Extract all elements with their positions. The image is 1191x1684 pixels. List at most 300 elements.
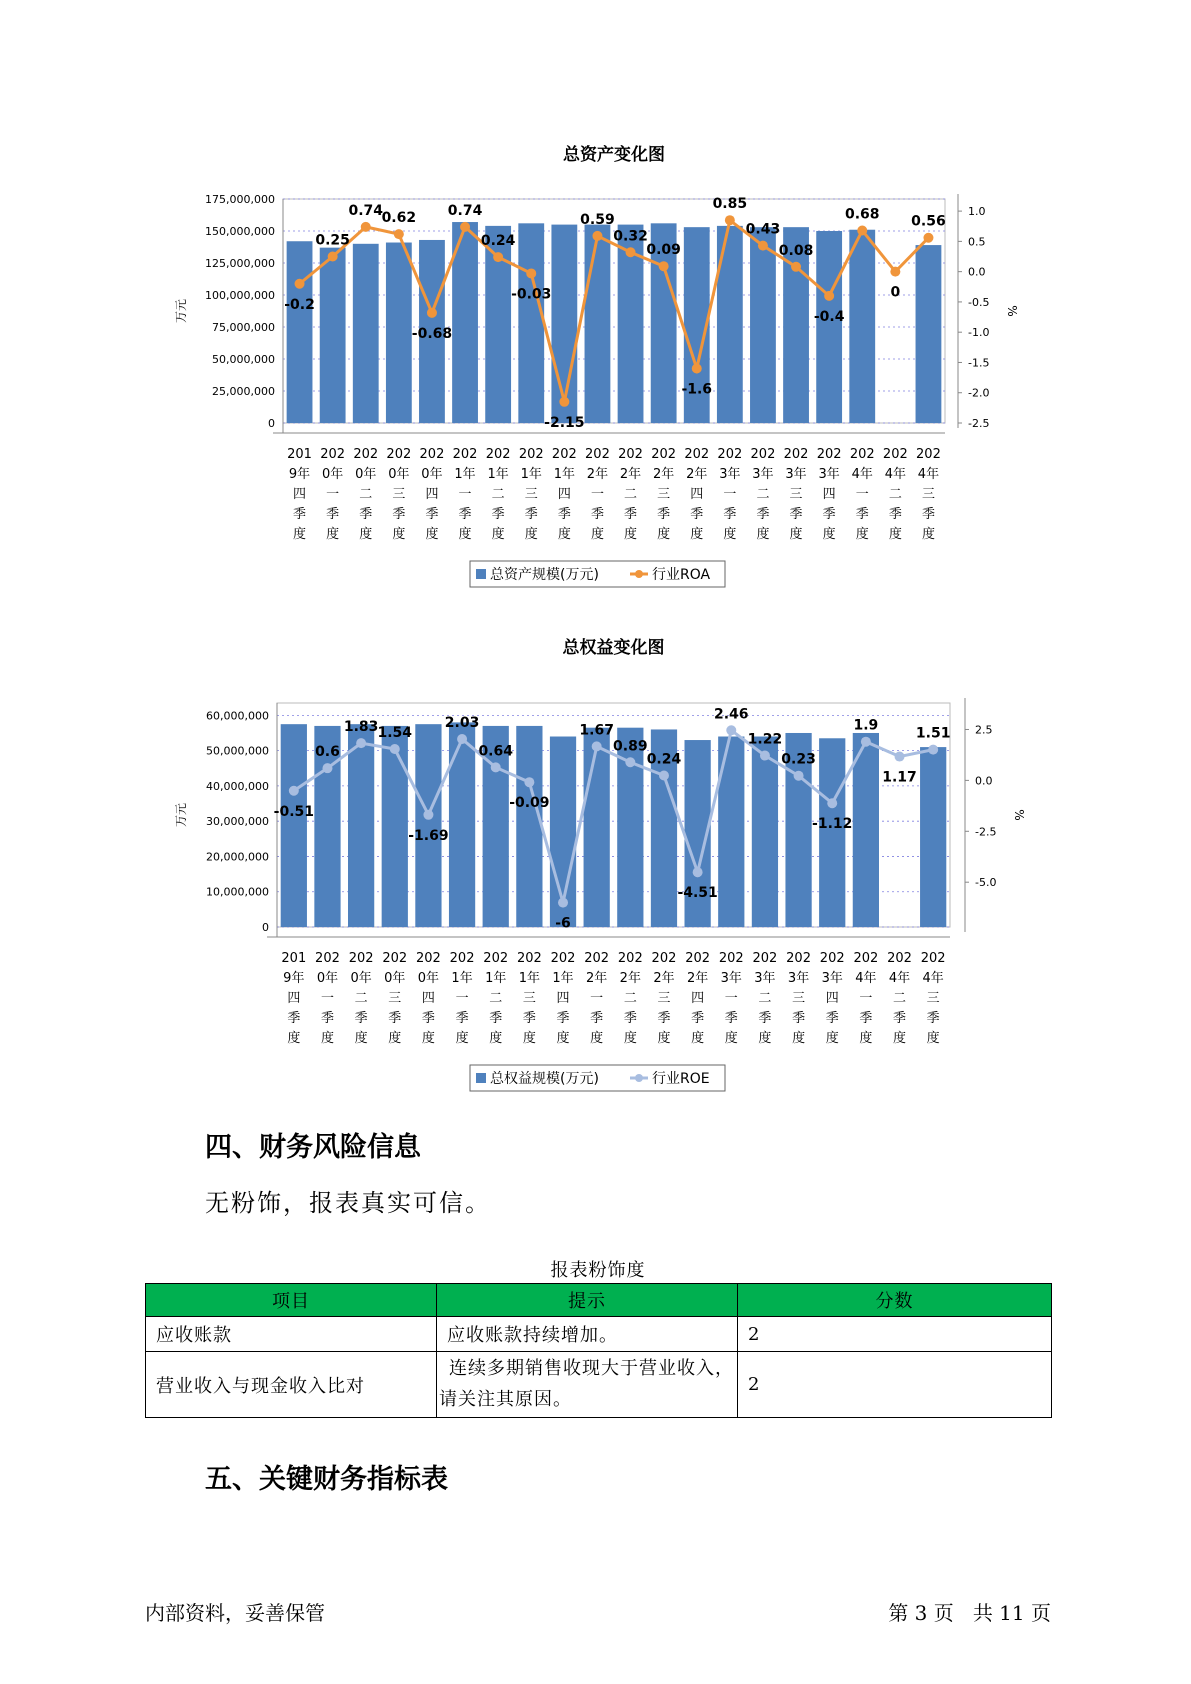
- data-label: 1.83: [343, 719, 379, 736]
- x-tick-label: 季: [425, 507, 439, 522]
- y2-axis-label: %: [1012, 809, 1026, 821]
- data-label: 0.56: [911, 213, 946, 230]
- legend-line-point: [635, 1074, 643, 1082]
- header-hint: 提示: [437, 1284, 738, 1317]
- bar: [584, 728, 610, 927]
- bar: [281, 724, 307, 927]
- bar: [849, 230, 875, 423]
- x-tick-label: 202: [887, 951, 912, 966]
- data-label: 1.67: [579, 722, 614, 739]
- x-tick-label: 度: [320, 1031, 334, 1046]
- x-tick-label: 4年: [922, 971, 944, 986]
- bar: [449, 722, 475, 927]
- x-tick-label: 季: [354, 1011, 368, 1026]
- x-tick-label: 202: [449, 951, 475, 966]
- x-tick-label: 202: [752, 951, 778, 966]
- bar: [816, 231, 842, 423]
- x-tick-label: 季: [789, 507, 803, 522]
- data-label: 2.03: [444, 715, 480, 732]
- x-tick-label: 四: [690, 487, 704, 502]
- total-equity-chart-svg: [174, 638, 1035, 1108]
- x-tick-label: 202: [320, 447, 346, 462]
- x-tick-label: 度: [792, 1031, 806, 1046]
- x-tick-label: 202: [617, 951, 643, 966]
- x-tick-label: 度: [590, 1031, 604, 1046]
- row-score: 2: [738, 1317, 1052, 1352]
- x-tick-label: 202: [718, 951, 744, 966]
- x-tick-label: 202: [353, 447, 379, 462]
- x-tick-label: 三: [926, 991, 940, 1006]
- bar: [348, 724, 374, 927]
- y-tick-label: 100,000,000: [205, 289, 275, 302]
- header-score: 分数: [738, 1284, 1052, 1317]
- x-tick-label: 202: [786, 951, 811, 966]
- line-point: [361, 222, 371, 232]
- data-label: 0.32: [613, 228, 648, 245]
- x-tick-label: 2年: [586, 467, 609, 482]
- x-tick-label: 202: [550, 951, 576, 966]
- x-tick-label: 202: [382, 951, 408, 966]
- line-point: [861, 737, 871, 747]
- bar: [353, 244, 379, 423]
- x-tick-label: 季: [326, 507, 340, 522]
- x-tick-label: 度: [556, 1031, 570, 1046]
- section4-heading: 四、财务风险信息: [205, 1132, 421, 1163]
- row-score: 2: [738, 1352, 1052, 1418]
- x-tick-label: 0年: [417, 971, 440, 986]
- x-tick-label: 9年: [283, 971, 305, 986]
- legend-line-point: [635, 570, 643, 578]
- x-tick-label: 三: [522, 991, 536, 1006]
- data-label: -4.51: [677, 885, 718, 902]
- y-tick-label: 30,000,000: [206, 815, 269, 829]
- x-tick-label: 三: [657, 487, 671, 502]
- x-tick-label: 1年: [518, 971, 541, 986]
- x-tick-label: 度: [893, 1031, 907, 1046]
- line-point: [725, 215, 735, 225]
- x-tick-label: 一: [326, 487, 340, 502]
- data-label: 0.74: [348, 202, 384, 219]
- line-point: [659, 770, 669, 780]
- x-tick-label: 季: [359, 507, 373, 522]
- data-label: 0.6: [315, 744, 340, 761]
- x-tick-label: 季: [825, 1011, 839, 1026]
- legend-bar-swatch: [476, 1073, 486, 1083]
- bar: [551, 225, 577, 423]
- x-tick-label: 季: [491, 507, 505, 522]
- line-point: [923, 233, 933, 243]
- x-tick-label: 度: [421, 1031, 435, 1046]
- y2-tick-label: -1.0: [968, 326, 990, 340]
- x-tick-label: 季: [623, 1011, 637, 1026]
- footer-left: 内部资料，妥善保管: [145, 1601, 325, 1625]
- x-tick-label: 度: [287, 1031, 301, 1046]
- x-tick-label: 3年: [821, 971, 843, 986]
- data-label: 0.23: [781, 751, 816, 768]
- x-tick-label: 度: [354, 1031, 368, 1046]
- line-point: [493, 252, 503, 262]
- y-axis-label: 万元: [175, 298, 188, 324]
- x-tick-label: 度: [522, 1031, 536, 1046]
- x-tick-label: 季: [926, 1011, 940, 1026]
- row-hint: 应收账款持续增加。: [437, 1317, 738, 1352]
- data-label: -1.6: [681, 381, 713, 398]
- x-tick-label: 四: [293, 487, 307, 502]
- x-tick-label: 季: [421, 1011, 435, 1026]
- data-label: 0.68: [844, 206, 880, 223]
- y2-tick-label: -2.5: [968, 417, 990, 430]
- y-tick-label: 150,000,000: [205, 225, 275, 238]
- line-point: [394, 229, 404, 239]
- line-point: [928, 745, 938, 755]
- line-point: [758, 241, 768, 251]
- data-label: 0.25: [315, 232, 350, 249]
- x-tick-label: 二: [491, 487, 505, 502]
- x-tick-label: 三: [524, 487, 538, 502]
- x-tick-label: 季: [455, 1011, 469, 1026]
- x-tick-label: 202: [518, 447, 544, 462]
- y2-tick-label: -2.0: [968, 386, 990, 400]
- x-tick-label: 202: [819, 951, 845, 966]
- data-label: -0.51: [273, 803, 315, 820]
- table-caption: 报表粉饰度: [550, 1260, 646, 1281]
- x-tick-label: 9年: [288, 467, 311, 482]
- data-label: -0.68: [411, 325, 453, 342]
- data-label: -0.03: [511, 286, 552, 303]
- bar: [386, 243, 412, 423]
- x-tick-label: 季: [758, 1011, 772, 1026]
- x-tick-label: 3年: [787, 971, 810, 986]
- y-tick-label: 60,000,000: [206, 709, 269, 723]
- x-tick-label: 度: [690, 527, 704, 542]
- data-label: 0.24: [480, 233, 516, 250]
- legend-bar-label: 总权益规模(万元): [490, 1071, 599, 1087]
- section5-heading: 五、关键财务指标表: [205, 1464, 448, 1495]
- x-tick-label: 度: [359, 527, 373, 542]
- y-tick-label: 40,000,000: [206, 779, 269, 793]
- x-tick-label: 202: [651, 951, 677, 966]
- x-tick-label: 三: [792, 991, 806, 1006]
- x-tick-label: 四: [425, 487, 439, 502]
- x-tick-label: 四: [691, 991, 705, 1006]
- y-tick-label: 25,000,000: [212, 385, 275, 398]
- x-tick-label: 度: [859, 1031, 873, 1046]
- x-tick-label: 202: [483, 951, 509, 966]
- x-tick-label: 季: [458, 507, 472, 522]
- x-tick-label: 2年: [653, 467, 675, 482]
- y2-tick-label: -0.5: [968, 295, 990, 309]
- x-tick-label: 1年: [553, 467, 575, 482]
- x-tick-label: 4年: [855, 971, 877, 986]
- x-tick-label: 度: [723, 527, 737, 542]
- x-tick-label: 一: [855, 487, 869, 502]
- x-tick-label: 四: [556, 991, 570, 1006]
- bar: [920, 747, 946, 927]
- x-tick-label: 季: [489, 1011, 503, 1026]
- bar: [320, 248, 346, 423]
- row-hint-line2: 请关注其原因。: [439, 1388, 572, 1410]
- y2-axis-label: %: [1005, 305, 1019, 317]
- x-tick-label: 度: [624, 527, 638, 542]
- x-tick-label: 202: [750, 447, 776, 462]
- x-tick-label: 202: [651, 447, 677, 462]
- x-tick-label: 度: [524, 527, 538, 542]
- data-label: -1.69: [408, 827, 449, 844]
- y-tick-label: 50,000,000: [206, 744, 269, 758]
- y-tick-label: 125,000,000: [205, 257, 275, 270]
- bar: [382, 726, 408, 927]
- risk-table: [145, 1283, 1052, 1418]
- x-tick-label: 1年: [485, 971, 507, 986]
- data-label: -1.12: [812, 816, 853, 833]
- line-point: [692, 364, 702, 374]
- x-tick-label: 202: [419, 447, 445, 462]
- bar: [585, 225, 611, 423]
- x-tick-label: 度: [657, 1031, 671, 1046]
- x-tick-label: 2年: [686, 467, 708, 482]
- line-point: [558, 898, 568, 908]
- line-point: [390, 744, 400, 754]
- x-tick-label: 3年: [818, 467, 840, 482]
- data-label: -2.15: [544, 414, 585, 431]
- legend-line-label: 行业ROA: [652, 567, 711, 583]
- y-tick-label: 75,000,000: [212, 321, 275, 334]
- line-point: [827, 798, 837, 808]
- x-tick-label: 季: [590, 507, 604, 522]
- x-tick-label: 度: [491, 527, 505, 542]
- x-tick-label: 三: [388, 991, 402, 1006]
- table-row: [146, 1317, 1052, 1352]
- line-point: [890, 267, 900, 277]
- data-label: 0.59: [580, 211, 615, 228]
- x-tick-label: 202: [416, 951, 441, 966]
- line-point: [794, 771, 804, 781]
- legend-line-label: 行业ROE: [652, 1071, 710, 1087]
- data-label: 1.22: [747, 731, 783, 748]
- x-tick-label: 度: [458, 527, 472, 542]
- x-tick-label: 季: [792, 1011, 806, 1026]
- y-tick-label: 175,000,000: [205, 193, 275, 206]
- x-tick-label: 季: [859, 1011, 873, 1026]
- bar: [518, 223, 544, 423]
- bar: [415, 724, 441, 927]
- data-label: -0.09: [509, 795, 550, 812]
- x-tick-label: 202: [386, 447, 412, 462]
- x-tick-label: 二: [623, 991, 637, 1006]
- y2-tick-label: 0.5: [968, 235, 986, 249]
- x-tick-label: 二: [354, 991, 368, 1006]
- x-tick-label: 202: [816, 447, 842, 462]
- x-tick-label: 三: [392, 487, 406, 502]
- bar: [752, 737, 778, 927]
- x-tick-label: 二: [758, 991, 772, 1006]
- line-point: [726, 725, 736, 735]
- x-tick-label: 四: [287, 991, 301, 1006]
- x-tick-label: 202: [685, 951, 711, 966]
- x-tick-label: 度: [590, 527, 604, 542]
- x-tick-label: 度: [326, 527, 340, 542]
- x-tick-label: 4年: [851, 467, 873, 482]
- x-tick-label: 1年: [451, 971, 473, 986]
- row-hint-line1: 连续多期销售收现大于营业收入，: [449, 1358, 734, 1379]
- x-tick-label: 2年: [619, 971, 641, 986]
- x-tick-label: 一: [723, 487, 737, 502]
- x-tick-label: 四: [421, 991, 435, 1006]
- x-tick-label: 季: [921, 507, 935, 522]
- line-point: [289, 786, 299, 796]
- x-tick-label: 四: [822, 487, 836, 502]
- data-label: 1.51: [915, 725, 951, 742]
- line-point: [526, 268, 536, 278]
- x-tick-label: 季: [293, 507, 307, 522]
- x-tick-label: 二: [359, 487, 373, 502]
- data-label: -0.2: [284, 296, 315, 313]
- x-tick-label: 四: [557, 487, 571, 502]
- x-tick-label: 度: [388, 1031, 402, 1046]
- line-point: [295, 279, 305, 289]
- x-tick-label: 1年: [520, 467, 542, 482]
- x-tick-label: 一: [320, 991, 334, 1006]
- x-tick-label: 1年: [454, 467, 476, 482]
- x-tick-label: 度: [756, 527, 770, 542]
- data-label: 0.74: [447, 202, 483, 219]
- x-tick-label: 季: [822, 507, 836, 522]
- x-tick-label: 一: [590, 487, 604, 502]
- data-label: 0.09: [646, 242, 681, 259]
- x-tick-label: 0年: [322, 467, 344, 482]
- x-tick-label: 季: [657, 1011, 671, 1026]
- x-tick-label: 三: [921, 487, 935, 502]
- x-tick-label: 度: [657, 527, 671, 542]
- line-point: [592, 741, 602, 751]
- x-tick-label: 四: [825, 991, 839, 1006]
- x-tick-label: 0年: [384, 971, 406, 986]
- y-tick-label: 0: [268, 417, 275, 430]
- x-tick-label: 季: [893, 1011, 907, 1026]
- x-tick-label: 三: [789, 487, 803, 502]
- x-tick-label: 202: [882, 447, 908, 462]
- y2-tick-label: -2.5: [975, 825, 997, 839]
- x-tick-label: 202: [853, 951, 879, 966]
- x-tick-label: 201: [281, 951, 307, 966]
- x-tick-label: 度: [724, 1031, 738, 1046]
- x-tick-label: 季: [287, 1011, 301, 1026]
- y-tick-label: 50,000,000: [212, 353, 275, 366]
- y-tick-label: 0: [262, 921, 269, 934]
- data-label: 0.24: [646, 751, 682, 768]
- bar: [819, 738, 845, 927]
- x-tick-label: 202: [516, 951, 542, 966]
- bar: [287, 241, 313, 423]
- x-tick-label: 2年: [653, 971, 675, 986]
- table-row: [146, 1352, 1052, 1418]
- x-tick-label: 2年: [619, 467, 642, 482]
- total-assets-chart: [175, 145, 1035, 599]
- data-label: 0.64: [478, 743, 513, 760]
- x-tick-label: 2年: [586, 971, 608, 986]
- legend-bar-swatch: [476, 569, 486, 579]
- data-label: 1.9: [853, 717, 879, 734]
- data-label: 2.46: [714, 706, 749, 723]
- x-tick-label: 季: [320, 1011, 334, 1026]
- x-tick-label: 0年: [421, 467, 443, 482]
- x-tick-label: 2年: [686, 971, 709, 986]
- x-tick-label: 0年: [355, 467, 377, 482]
- line-point: [491, 762, 501, 772]
- row-item: 营业收入与现金收入比对: [146, 1352, 437, 1418]
- x-tick-label: 1年: [552, 971, 574, 986]
- chart-title: 总权益变化图: [562, 638, 665, 658]
- line-point: [322, 763, 332, 773]
- y2-tick-label: -1.5: [968, 356, 990, 370]
- line-point: [524, 777, 534, 787]
- x-tick-label: 3年: [719, 467, 741, 482]
- x-tick-label: 度: [293, 527, 307, 542]
- x-tick-label: 3年: [752, 467, 774, 482]
- x-tick-label: 季: [723, 507, 737, 522]
- data-label: -0.4: [813, 308, 845, 325]
- x-tick-label: 一: [859, 991, 873, 1006]
- line-point: [693, 867, 703, 877]
- x-tick-label: 度: [623, 1031, 637, 1046]
- x-tick-label: 二: [756, 487, 770, 502]
- line-point: [625, 757, 635, 767]
- x-tick-label: 季: [657, 507, 671, 522]
- x-tick-label: 度: [691, 1031, 705, 1046]
- x-tick-label: 季: [624, 507, 638, 522]
- x-tick-label: 度: [758, 1031, 772, 1046]
- bar: [916, 245, 942, 423]
- x-tick-label: 季: [388, 1011, 402, 1026]
- x-tick-label: 4年: [917, 467, 940, 482]
- x-tick-label: 度: [825, 1031, 839, 1046]
- x-tick-label: 202: [618, 447, 643, 462]
- x-tick-label: 度: [789, 527, 803, 542]
- x-tick-label: 季: [556, 1011, 570, 1026]
- row-hint: [437, 1352, 738, 1418]
- y-tick-label: 20,000,000: [206, 850, 269, 864]
- x-tick-label: 二: [489, 991, 503, 1006]
- data-label: 1.17: [882, 769, 917, 786]
- x-tick-label: 202: [849, 447, 875, 462]
- x-tick-label: 3年: [785, 467, 807, 482]
- x-tick-label: 3年: [754, 971, 776, 986]
- data-label: 0: [890, 284, 901, 301]
- x-tick-label: 3年: [720, 971, 742, 986]
- x-tick-label: 二: [893, 991, 907, 1006]
- x-tick-label: 202: [684, 447, 710, 462]
- x-tick-label: 季: [392, 507, 406, 522]
- x-tick-label: 度: [392, 527, 406, 542]
- x-tick-label: 202: [717, 447, 743, 462]
- y-axis-label: 万元: [174, 802, 188, 828]
- y2-tick-label: 0.0: [975, 774, 993, 788]
- x-tick-label: 4年: [888, 971, 911, 986]
- section4-text: 无粉饰，报表真实可信。: [205, 1189, 491, 1217]
- x-tick-label: 202: [783, 447, 809, 462]
- x-tick-label: 202: [348, 951, 374, 966]
- x-tick-label: 季: [524, 507, 538, 522]
- line-point: [592, 231, 602, 241]
- footer-right: 第 3 页 共 11 页: [888, 1601, 1051, 1625]
- y2-tick-label: 1.0: [968, 205, 986, 219]
- x-tick-label: 202: [315, 951, 340, 966]
- y2-tick-label: 2.5: [975, 723, 993, 737]
- x-tick-label: 季: [590, 1011, 604, 1026]
- data-label: 0.62: [381, 210, 417, 227]
- line-point: [460, 222, 470, 232]
- y2-tick-label: -5.0: [975, 876, 997, 890]
